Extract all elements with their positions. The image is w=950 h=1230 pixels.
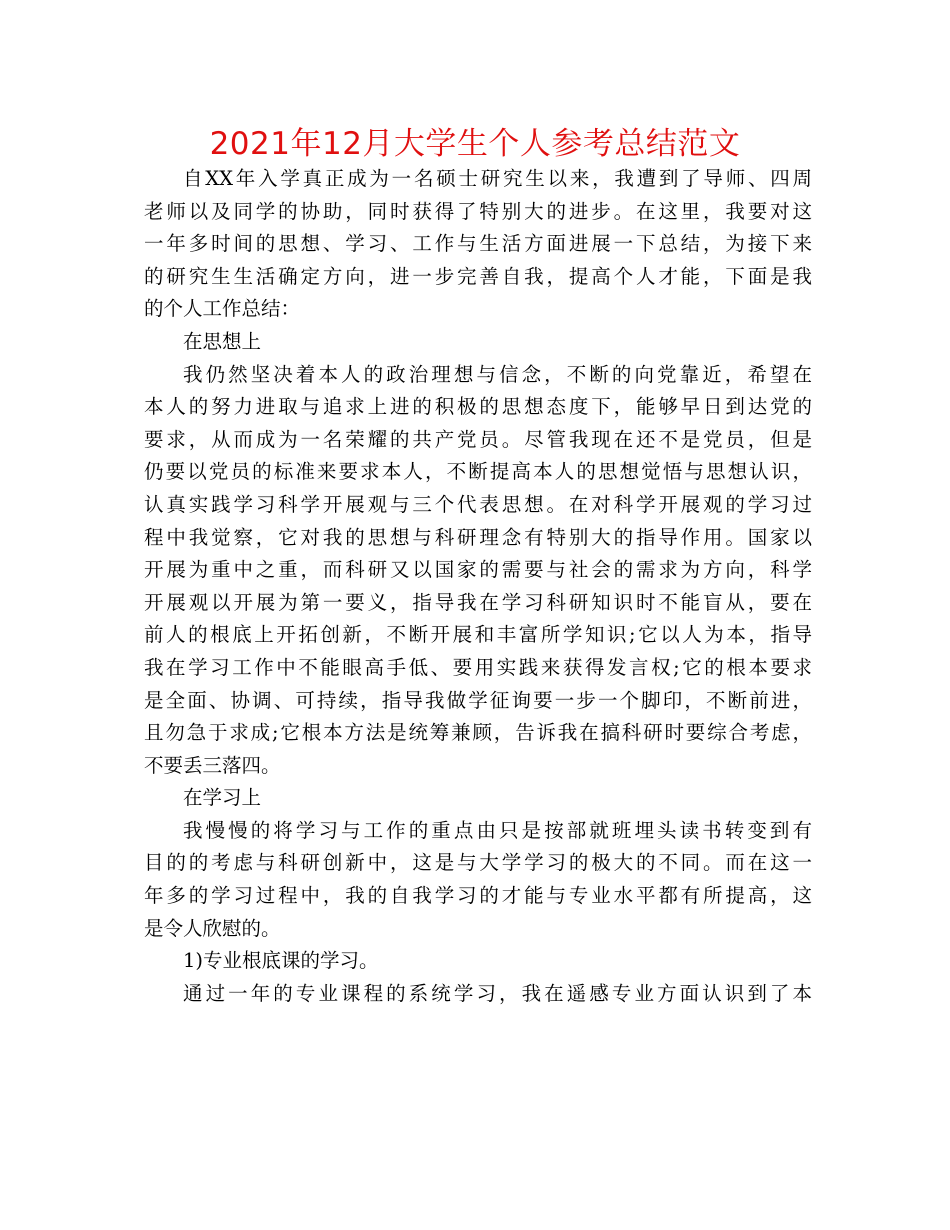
- text-line: 且勿急于求成;它根本方法是统筹兼顾，告诉我在搞科研时要综合考虑，: [144, 721, 812, 745]
- text-line: 不要丢三落四。: [144, 753, 281, 777]
- paragraph-course: [144, 978, 812, 1011]
- text-line: 年多的学习过程中，我的自我学习的才能与专业水平都有所提高，这: [144, 884, 812, 908]
- paragraph-intro: [144, 163, 812, 326]
- text-line: 开展观以开展为第一要义，指导我在学习科研知识时不能盲从，要在: [144, 590, 812, 614]
- text-line: 仍要以党员的标准来要求本人，不断提高本人的思想觉悟与思想认识，: [144, 460, 812, 484]
- text-line: 认真实践学习科学开展观与三个代表思想。在对科学开展观的学习过: [144, 492, 812, 516]
- text-line: 老师以及同学的协助，同时获得了特别大的进步。在这里，我要对这: [144, 199, 812, 223]
- text-line: 一年多时间的思想、学习、工作与生活方面进展一下总结，为接下来: [144, 232, 812, 256]
- text-line: 是令人欣慰的。: [144, 916, 281, 940]
- text-line: 是全面、协调、可持续，指导我做学征询要一步一个脚印，不断前进，: [144, 688, 812, 712]
- text-line: 目的的考虑与科研创新中，这是与大学学习的极大的不同。而在这一: [144, 851, 812, 875]
- text-line: 我仍然坚决着本人的政治理想与信念，不断的向党靠近，希望在: [183, 362, 812, 386]
- text-line: 的研究生生活确定方向，进一步完善自我，提高个人才能，下面是我: [144, 264, 812, 288]
- document-title: 2021年12月大学生个人参考总结范文: [209, 126, 741, 162]
- text-line: 程中我觉察，它对我的思想与科研理念有特别大的指导作用。国家以: [144, 525, 812, 549]
- section-heading-thought: [144, 326, 812, 359]
- text-line: 我慢慢的将学习与工作的重点由只是按部就班埋头读书转变到有: [183, 818, 812, 842]
- text-line: 自XX年入学真正成为一名硕士研究生以来，我遭到了导师、四周: [183, 167, 812, 190]
- subsection-heading: [144, 945, 812, 978]
- document-body: [144, 163, 812, 1010]
- paragraph-thought: [144, 359, 812, 783]
- text-line: 在学习上: [183, 786, 262, 810]
- text-line: 1)专业根底课的学习。: [183, 949, 379, 973]
- text-line: 通过一年的专业课程的系统学习，我在遥感专业方面认识到了本: [183, 981, 812, 1005]
- text-line: 要求，从而成为一名荣耀的共产党员。尽管我现在还不是党员，但是: [144, 427, 812, 451]
- text-line: 前人的根底上开拓创新，不断开展和丰富所学知识;它以人为本，指导: [144, 623, 812, 647]
- paragraph-study: [144, 815, 812, 945]
- section-heading-study: [144, 782, 812, 815]
- text-line: 开展为重中之重，而科研又以国家的需要与社会的需求为方向，科学: [144, 558, 812, 582]
- text-line: 的个人工作总结：: [144, 297, 301, 321]
- text-line: 在思想上: [183, 329, 262, 353]
- text-line: 本人的努力进取与追求上进的积极的思想态度下，能够早日到达党的: [144, 395, 812, 419]
- text-line: 我在学习工作中不能眼高手低、要用实践来获得发言权;它的根本要求: [144, 655, 812, 679]
